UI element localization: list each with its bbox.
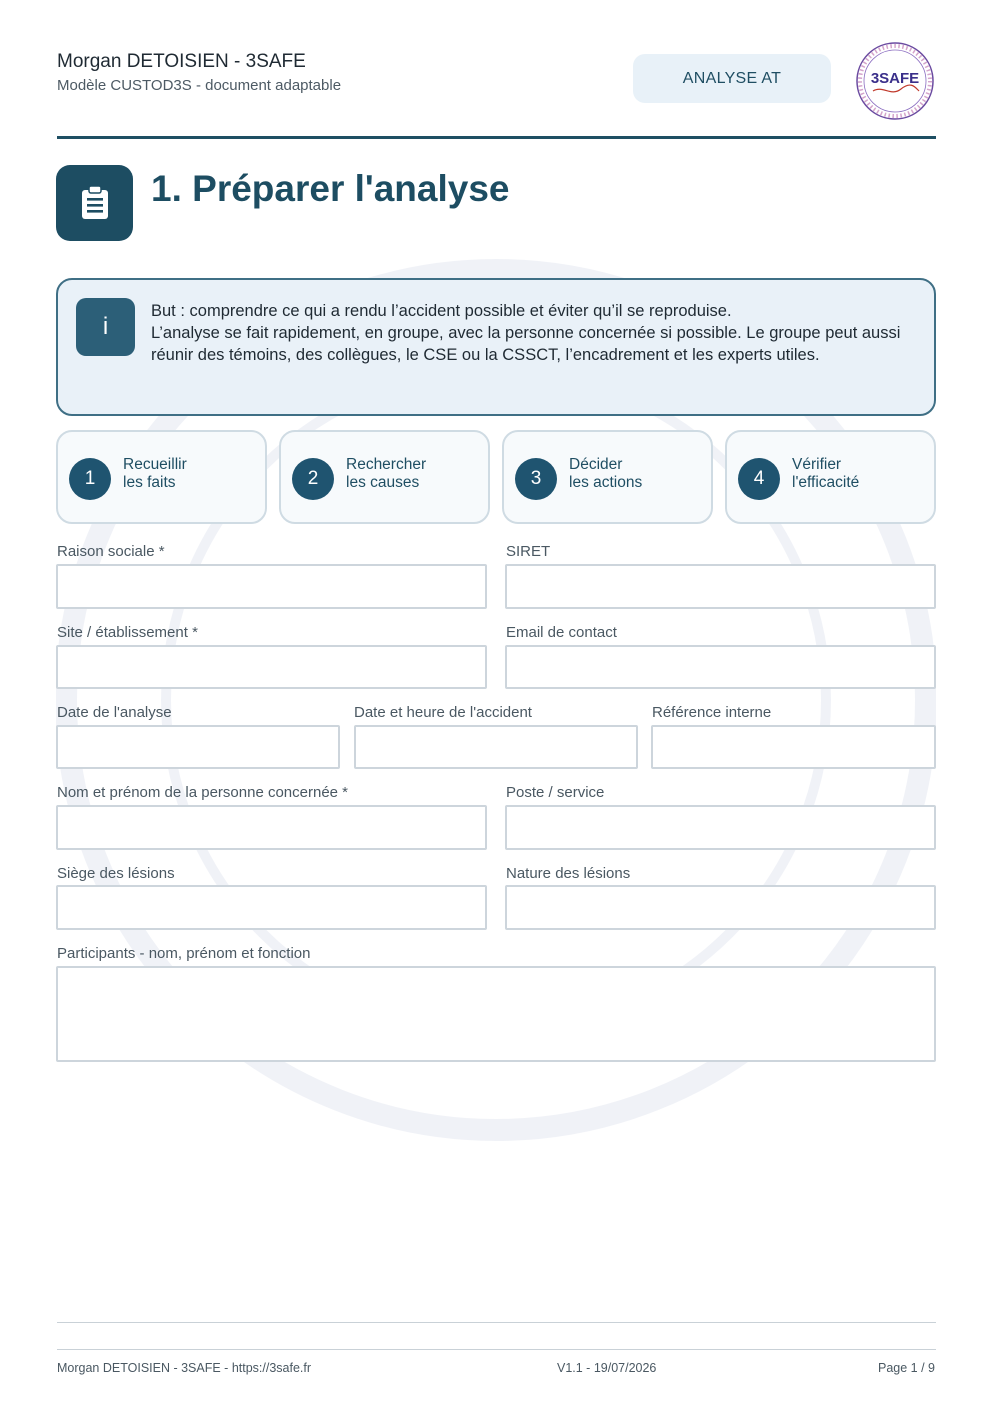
step-label-line2: l'efficacité [792,474,860,491]
logo-wordmark: 3SAFE [870,70,920,87]
step-card-4 [725,430,936,524]
reference-field[interactable] [651,725,936,769]
nature-field[interactable] [505,885,936,930]
siret-label: SIRET [506,543,551,560]
email-label: Email de contact [506,624,617,641]
info-text [151,300,904,366]
step-card-3 [502,430,713,524]
section-title: 1. Préparer l'analyse [151,168,510,209]
document-type-badge: ANALYSE AT [633,54,831,103]
3safe-logo-icon [855,41,935,121]
info-box [56,278,936,416]
step-label-line1: Rechercher [346,456,427,473]
footer-version: V1.1 - 19/07/2026 [557,1361,657,1375]
personne-field[interactable] [56,805,487,850]
site-field[interactable] [56,645,487,689]
siret-field[interactable] [505,564,936,609]
participants-label: Participants - nom, prénom et fonction [57,945,311,962]
step-number: 2 [292,458,334,500]
site-label: Site / établissement * [57,624,198,641]
raison-sociale-field[interactable] [56,564,487,609]
step-label-line2: les causes [346,474,420,491]
poste-label: Poste / service [506,784,605,801]
header-divider [57,136,936,139]
date-analyse-field[interactable] [56,725,340,769]
siege-field[interactable] [56,885,487,930]
header-author: Morgan DETOISIEN - 3SAFE [57,51,306,72]
step-card-2 [279,430,490,524]
poste-field[interactable] [505,805,936,850]
step-label-line1: Vérifier [792,456,842,473]
date-accident-label: Date et heure de l'accident [354,704,532,721]
personne-label: Nom et prénom de la personne concernée * [57,784,349,801]
step-label-line1: Décider [569,456,623,473]
info-icon: i [76,298,135,356]
raison-sociale-label: Raison sociale * [57,543,165,560]
step-label-line2: les faits [123,474,176,491]
siege-label: Siège des lésions [57,865,175,882]
step-label-line1: Recueillir [123,456,187,473]
reference-label: Référence interne [652,704,772,721]
step-card-1 [56,430,267,524]
footer-author: Morgan DETOISIEN - 3SAFE - https://3safe.fr [57,1361,312,1375]
step-label-line2: les actions [569,474,643,491]
step-number: 3 [515,458,557,500]
clipboard-icon [56,165,133,241]
info-line-2: L’analyse se fait rapidement, en groupe, avec la personne concernée si possible. Le groupe peut aussi réunir des témoins, des collègues, le CSE ou la CSSCT, l’encadrement et les experts utiles. [151,324,901,364]
email-field[interactable] [505,645,936,689]
step-number: 1 [69,458,111,500]
date-analyse-label: Date de l'analyse [57,704,172,721]
footer-divider-top [57,1322,936,1323]
info-line-1: But : comprendre ce qui a rendu l’accident possible et éviter qu’il se reproduise. [151,302,732,320]
footer-page-number: Page 1 / 9 [878,1361,935,1375]
participants-field[interactable] [56,966,936,1062]
step-number: 4 [738,458,780,500]
footer-divider [57,1349,936,1350]
date-accident-field[interactable] [354,725,638,769]
nature-label: Nature des lésions [506,865,631,882]
header-subtitle: Modèle CUSTOD3S - document adaptable [57,77,342,94]
